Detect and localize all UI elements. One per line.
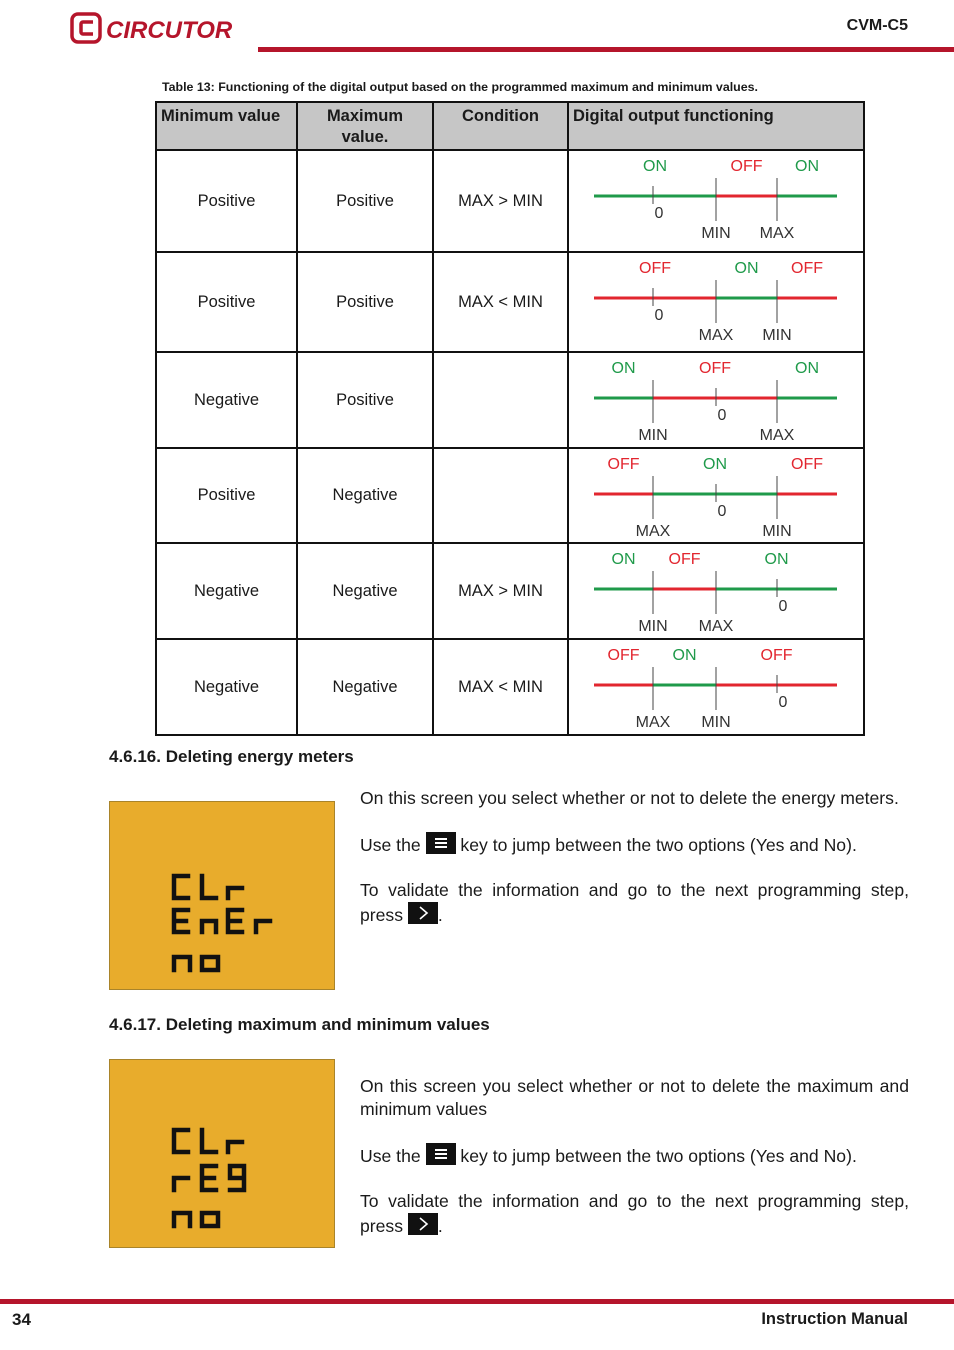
next-key-icon — [408, 1213, 438, 1235]
table-cell-max: Negative — [297, 448, 433, 543]
output-diagram — [569, 353, 861, 447]
table-cell-max: Negative — [297, 543, 433, 639]
text: Use the — [360, 1146, 421, 1166]
text: key to jump between the two options (Yes and No). — [460, 1146, 857, 1166]
table-cell-diagram — [568, 252, 864, 352]
tick-label: MAX — [698, 327, 734, 344]
tick-label: MIN — [638, 427, 668, 444]
output-diagram — [569, 640, 861, 734]
document-title: Instruction Manual — [761, 1310, 908, 1328]
segment-label: OFF — [607, 456, 640, 473]
table-cell-max: Positive — [297, 352, 433, 448]
segment-label: ON — [611, 551, 636, 568]
section-title: 4.6.17. Deleting maximum and minimum values — [109, 1015, 490, 1034]
table-row — [156, 150, 864, 252]
paragraph: On this screen you select whether or not to delete the maximum and minimum values — [360, 1076, 909, 1119]
paragraph — [360, 1190, 909, 1238]
table-cell-max: Positive — [297, 252, 433, 352]
column-header: Maximum value. — [297, 102, 433, 150]
output-diagram — [569, 253, 861, 351]
table-cell-min: Negative — [156, 543, 297, 639]
segment-label: ON — [672, 647, 697, 664]
table-cell-max: Positive — [297, 150, 433, 252]
segment-label: ON — [795, 360, 819, 377]
table-cell-diagram — [568, 448, 864, 543]
table-cell-condition: MAX > MIN — [433, 543, 568, 639]
tick-label: MAX — [635, 523, 671, 540]
table-cell-condition: MAX < MIN — [433, 639, 568, 735]
tick-label: 0 — [717, 503, 727, 520]
segment-label: OFF — [760, 647, 793, 664]
text: . — [437, 905, 443, 925]
table-cell-diagram — [568, 543, 864, 639]
table-cell-condition: MAX > MIN — [433, 150, 568, 252]
paragraph — [360, 879, 909, 927]
lcd-display — [109, 1059, 335, 1248]
table-cell-diagram — [568, 150, 864, 252]
segment-label: OFF — [791, 260, 823, 277]
segment-label: OFF — [730, 158, 763, 175]
tick-label: MIN — [701, 225, 731, 242]
logo-text: CIRCUTOR — [106, 17, 233, 44]
table-cell-max: Negative — [297, 639, 433, 735]
table-cell-condition — [433, 448, 568, 543]
circutor-logo — [70, 11, 250, 45]
menu-key-icon — [426, 832, 456, 854]
table-cell-diagram — [568, 639, 864, 735]
tick-label: 0 — [778, 694, 788, 711]
segment-label: ON — [611, 360, 636, 377]
tick-label: MIN — [701, 714, 731, 731]
segment-label: ON — [703, 456, 727, 473]
lcd-display — [109, 801, 335, 990]
menu-key-icon — [426, 1143, 456, 1165]
column-header: Minimum value — [156, 102, 297, 150]
paragraph — [360, 1143, 909, 1168]
segment-label: OFF — [607, 647, 640, 664]
table-cell-min: Positive — [156, 150, 297, 252]
column-header: Digital output functioning — [568, 102, 864, 150]
tick-label: MAX — [635, 714, 671, 731]
text: . — [437, 1216, 443, 1236]
segment-label: ON — [764, 551, 789, 568]
tick-label: 0 — [654, 205, 664, 222]
output-diagram — [569, 449, 861, 542]
text: To validate the information and go to the next programming step, press — [360, 880, 909, 925]
segment-label: OFF — [668, 551, 701, 568]
table-caption: Table 13: Functioning of the digital output based on the programmed maximum and minimum values. — [162, 80, 758, 94]
table-cell-condition: MAX < MIN — [433, 252, 568, 352]
table-cell-diagram — [568, 352, 864, 448]
table-header-row — [156, 102, 864, 150]
page-number: 34 — [12, 1310, 31, 1329]
table-row — [156, 448, 864, 543]
lcd-segments — [110, 1060, 334, 1247]
segment-label: OFF — [791, 456, 823, 473]
tick-label: MIN — [762, 327, 792, 344]
text: To validate the information and go to the next programming step, press — [360, 1191, 909, 1236]
table-row — [156, 543, 864, 639]
table-cell-condition — [433, 352, 568, 448]
function-table — [155, 101, 865, 736]
lcd-segments — [110, 802, 334, 989]
header-rule — [258, 47, 954, 52]
tick-label: 0 — [717, 407, 727, 424]
tick-label: MIN — [762, 523, 792, 540]
tick-label: MAX — [698, 618, 734, 635]
table-cell-min: Positive — [156, 252, 297, 352]
tick-label: MAX — [759, 427, 795, 444]
segment-label: OFF — [699, 360, 731, 377]
column-header: Condition — [433, 102, 568, 150]
model-name: CVM-C5 — [846, 17, 908, 34]
paragraph: On this screen you select whether or not to delete the energy meters. — [360, 788, 899, 808]
segment-label: ON — [643, 158, 667, 175]
output-diagram — [569, 151, 861, 251]
output-diagram — [569, 544, 861, 638]
segment-label: ON — [795, 158, 819, 175]
section-description — [360, 787, 909, 949]
footer-rule — [0, 1299, 954, 1304]
table-cell-min: Positive — [156, 448, 297, 543]
tick-label: MIN — [638, 618, 668, 635]
segment-label: OFF — [639, 260, 671, 277]
tick-label: 0 — [654, 307, 664, 324]
tick-label: 0 — [778, 598, 788, 615]
section-description — [360, 1075, 909, 1260]
tick-label: MAX — [759, 225, 795, 242]
section-title: 4.6.16. Deleting energy meters — [109, 747, 354, 766]
table-cell-min: Negative — [156, 352, 297, 448]
table-row — [156, 352, 864, 448]
text: Use the — [360, 835, 421, 855]
table-row — [156, 639, 864, 735]
text: key to jump between the two options (Yes and No). — [460, 835, 857, 855]
next-key-icon — [408, 902, 438, 924]
table-row — [156, 252, 864, 352]
paragraph — [360, 832, 909, 857]
table-cell-min: Negative — [156, 639, 297, 735]
segment-label: ON — [734, 260, 759, 277]
